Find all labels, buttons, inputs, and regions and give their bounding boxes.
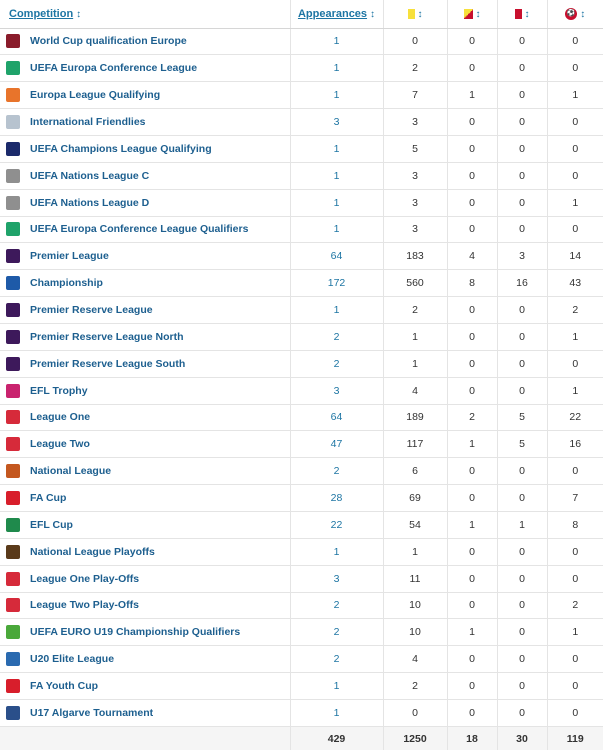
goals-cell: 2 bbox=[547, 592, 603, 619]
competition-name-link[interactable]: U17 Algarve Tournament bbox=[30, 706, 154, 719]
appearances-cell[interactable]: 64 bbox=[290, 243, 383, 270]
competition-logo-icon bbox=[6, 276, 20, 290]
red-cards-column-header[interactable] bbox=[497, 0, 547, 28]
goals-cell: 16 bbox=[547, 431, 603, 458]
goals-cell: 14 bbox=[547, 243, 603, 270]
table-row bbox=[0, 350, 603, 377]
competition-cell[interactable] bbox=[0, 216, 290, 243]
goals-column-header[interactable] bbox=[547, 0, 603, 28]
appearances-cell[interactable]: 1 bbox=[290, 673, 383, 700]
red-cards-cell: 0 bbox=[497, 699, 547, 726]
competition-logo-icon bbox=[6, 652, 20, 666]
goals-cell: 1 bbox=[547, 377, 603, 404]
appearances-cell[interactable]: 2 bbox=[290, 592, 383, 619]
competition-cell[interactable] bbox=[0, 82, 290, 109]
goals-cell: 0 bbox=[547, 458, 603, 485]
competition-cell[interactable] bbox=[0, 646, 290, 673]
table-row bbox=[0, 216, 603, 243]
competition-logo-icon bbox=[6, 88, 20, 102]
table-row bbox=[0, 646, 603, 673]
red-cards-cell: 0 bbox=[497, 55, 547, 82]
competition-logo-icon bbox=[6, 437, 20, 451]
competition-name-link[interactable]: Premier Reserve League North bbox=[30, 330, 184, 343]
second-yellow-cell: 0 bbox=[447, 350, 497, 377]
table-row bbox=[0, 538, 603, 565]
appearances-cell[interactable]: 1 bbox=[290, 297, 383, 324]
sort-icon[interactable]: ↕ bbox=[524, 8, 530, 20]
competition-logo-icon bbox=[6, 61, 20, 75]
competition-cell[interactable] bbox=[0, 565, 290, 592]
table-row bbox=[0, 673, 603, 700]
competition-name-link[interactable]: Premier Reserve League bbox=[30, 304, 153, 317]
competition-logo-icon bbox=[6, 464, 20, 478]
second-yellow-cell: 8 bbox=[447, 270, 497, 297]
yellow-cards-cell: 11 bbox=[383, 565, 447, 592]
yellow-cards-cell: 183 bbox=[383, 243, 447, 270]
second-yellow-cell: 0 bbox=[447, 565, 497, 592]
goals-cell: 0 bbox=[547, 565, 603, 592]
red-cards-cell: 0 bbox=[497, 458, 547, 485]
competition-logo-icon bbox=[6, 330, 20, 344]
yellow-cards-cell: 117 bbox=[383, 431, 447, 458]
yellow-cards-cell: 1 bbox=[383, 538, 447, 565]
yellow-cards-cell: 3 bbox=[383, 189, 447, 216]
competition-cell[interactable] bbox=[0, 243, 290, 270]
table-row bbox=[0, 243, 603, 270]
second-yellow-cell: 0 bbox=[447, 28, 497, 55]
red-cards-cell: 0 bbox=[497, 377, 547, 404]
competition-logo-icon bbox=[6, 706, 20, 720]
appearances-cell[interactable]: 1 bbox=[290, 538, 383, 565]
appearances-column-header[interactable] bbox=[290, 0, 383, 28]
yellow-cards-cell: 0 bbox=[383, 28, 447, 55]
competition-logo-icon bbox=[6, 115, 20, 129]
goals-cell: 0 bbox=[547, 135, 603, 162]
second-yellow-cell: 0 bbox=[447, 485, 497, 512]
competition-logo-icon bbox=[6, 572, 20, 586]
yellow-cards-cell: 2 bbox=[383, 673, 447, 700]
second-yellow-cell: 0 bbox=[447, 458, 497, 485]
red-cards-cell: 0 bbox=[497, 619, 547, 646]
red-cards-cell: 0 bbox=[497, 673, 547, 700]
appearances-cell[interactable]: 2 bbox=[290, 458, 383, 485]
competition-name-link[interactable]: UEFA Nations League D bbox=[30, 196, 150, 209]
goals-cell: 1 bbox=[547, 323, 603, 350]
table-row bbox=[0, 55, 603, 82]
goals-cell: 8 bbox=[547, 511, 603, 538]
competition-name-link[interactable]: League Two bbox=[30, 438, 90, 451]
total-second-yellow: 18 bbox=[447, 726, 497, 750]
table-row bbox=[0, 323, 603, 350]
second-yellow-cell: 0 bbox=[447, 592, 497, 619]
red-cards-cell: 0 bbox=[497, 646, 547, 673]
yellow-cards-cell: 5 bbox=[383, 135, 447, 162]
competition-logo-icon bbox=[6, 679, 20, 693]
sort-icon[interactable]: ↕ bbox=[370, 8, 376, 20]
red-cards-cell: 0 bbox=[497, 189, 547, 216]
goals-cell: 0 bbox=[547, 55, 603, 82]
yellow-cards-cell: 2 bbox=[383, 297, 447, 324]
table-row bbox=[0, 511, 603, 538]
second-yellow-column-header[interactable] bbox=[447, 0, 497, 28]
competition-logo-icon bbox=[6, 491, 20, 505]
red-cards-cell: 0 bbox=[497, 109, 547, 136]
appearances-cell[interactable]: 3 bbox=[290, 377, 383, 404]
second-yellow-cell: 0 bbox=[447, 55, 497, 82]
goals-cell: 0 bbox=[547, 646, 603, 673]
competition-cell[interactable] bbox=[0, 109, 290, 136]
yellow-cards-cell: 10 bbox=[383, 592, 447, 619]
competition-name-link[interactable]: FA Cup bbox=[30, 492, 67, 505]
goals-cell: 22 bbox=[547, 404, 603, 431]
red-cards-cell: 5 bbox=[497, 431, 547, 458]
red-cards-cell: 0 bbox=[497, 162, 547, 189]
table-row bbox=[0, 619, 603, 646]
competition-cell[interactable] bbox=[0, 619, 290, 646]
goals-cell: 1 bbox=[547, 82, 603, 109]
competition-cell[interactable] bbox=[0, 297, 290, 324]
competition-name-link[interactable]: EFL Cup bbox=[30, 518, 73, 531]
appearances-cell[interactable]: 3 bbox=[290, 565, 383, 592]
second-yellow-cell: 0 bbox=[447, 135, 497, 162]
competition-cell[interactable] bbox=[0, 55, 290, 82]
competition-logo-icon bbox=[6, 169, 20, 183]
appearances-cell[interactable]: 1 bbox=[290, 55, 383, 82]
yellow-cards-cell: 1 bbox=[383, 323, 447, 350]
appearances-cell[interactable]: 22 bbox=[290, 511, 383, 538]
red-cards-cell: 0 bbox=[497, 135, 547, 162]
competition-logo-icon bbox=[6, 598, 20, 612]
appearances-cell[interactable]: 1 bbox=[290, 135, 383, 162]
appearances-cell[interactable]: 1 bbox=[290, 162, 383, 189]
goals-cell: 0 bbox=[547, 162, 603, 189]
red-cards-cell: 1 bbox=[497, 511, 547, 538]
appearances-cell[interactable]: 1 bbox=[290, 699, 383, 726]
competition-cell[interactable] bbox=[0, 431, 290, 458]
competition-cell[interactable] bbox=[0, 511, 290, 538]
competition-logo-icon bbox=[6, 625, 20, 639]
table-row bbox=[0, 458, 603, 485]
yellow-cards-cell: 4 bbox=[383, 377, 447, 404]
appearances-cell[interactable]: 1 bbox=[290, 82, 383, 109]
yellow-cards-cell: 54 bbox=[383, 511, 447, 538]
second-yellow-cell: 1 bbox=[447, 511, 497, 538]
competition-name-link[interactable]: EFL Trophy bbox=[30, 384, 88, 397]
table-row bbox=[0, 297, 603, 324]
red-card-icon bbox=[515, 9, 522, 19]
goal-icon: ⚽ bbox=[565, 8, 577, 20]
table-header-row bbox=[0, 0, 603, 28]
yellow-cards-cell: 0 bbox=[383, 699, 447, 726]
total-yellow-cards: 1250 bbox=[383, 726, 447, 750]
second-yellow-cell: 0 bbox=[447, 297, 497, 324]
competition-cell[interactable] bbox=[0, 673, 290, 700]
red-cards-cell: 0 bbox=[497, 350, 547, 377]
competition-cell[interactable] bbox=[0, 135, 290, 162]
table-row bbox=[0, 592, 603, 619]
goals-cell: 43 bbox=[547, 270, 603, 297]
competition-name-link[interactable]: FA Youth Cup bbox=[30, 680, 99, 693]
appearances-cell[interactable]: 1 bbox=[290, 28, 383, 55]
goals-cell: 2 bbox=[547, 297, 603, 324]
competition-name-link[interactable]: League One Play-Offs bbox=[30, 572, 140, 585]
second-yellow-card-icon bbox=[464, 9, 473, 19]
yellow-cards-cell: 7 bbox=[383, 82, 447, 109]
competition-cell[interactable] bbox=[0, 377, 290, 404]
yellow-cards-cell: 6 bbox=[383, 458, 447, 485]
competition-logo-icon bbox=[6, 410, 20, 424]
yellow-card-icon bbox=[408, 9, 415, 19]
red-cards-cell: 16 bbox=[497, 270, 547, 297]
red-cards-cell: 0 bbox=[497, 485, 547, 512]
red-cards-cell: 0 bbox=[497, 28, 547, 55]
totals-row bbox=[0, 726, 603, 750]
appearances-cell[interactable]: 1 bbox=[290, 189, 383, 216]
appearances-cell[interactable]: 1 bbox=[290, 216, 383, 243]
competition-logo-icon bbox=[6, 34, 20, 48]
competition-logo-icon bbox=[6, 303, 20, 317]
second-yellow-cell: 1 bbox=[447, 431, 497, 458]
red-cards-cell: 5 bbox=[497, 404, 547, 431]
table-row bbox=[0, 699, 603, 726]
competition-name-link[interactable]: UEFA EURO U19 Championship Qualifiers bbox=[30, 626, 241, 639]
red-cards-cell: 0 bbox=[497, 216, 547, 243]
appearances-header-label[interactable]: Appearances bbox=[297, 7, 368, 20]
sort-icon[interactable]: ↕ bbox=[417, 8, 423, 20]
competition-cell[interactable] bbox=[0, 350, 290, 377]
competition-cell[interactable] bbox=[0, 404, 290, 431]
appearances-cell[interactable]: 64 bbox=[290, 404, 383, 431]
sort-icon[interactable]: ↕ bbox=[475, 8, 481, 20]
table-row bbox=[0, 135, 603, 162]
appearances-cell[interactable]: 28 bbox=[290, 485, 383, 512]
competition-name-link[interactable]: Premier League bbox=[30, 250, 109, 263]
goals-cell: 0 bbox=[547, 216, 603, 243]
table-row bbox=[0, 162, 603, 189]
yellow-cards-cell: 1 bbox=[383, 350, 447, 377]
table-row bbox=[0, 404, 603, 431]
goals-cell: 7 bbox=[547, 485, 603, 512]
appearances-cell[interactable]: 2 bbox=[290, 646, 383, 673]
sort-icon[interactable]: ↕ bbox=[580, 8, 586, 20]
competition-cell[interactable] bbox=[0, 538, 290, 565]
yellow-cards-cell: 560 bbox=[383, 270, 447, 297]
appearances-cell[interactable]: 2 bbox=[290, 350, 383, 377]
competition-name-link[interactable]: UEFA Europa Conference League bbox=[30, 62, 198, 75]
competition-cell[interactable] bbox=[0, 592, 290, 619]
competition-name-link[interactable]: League Two Play-Offs bbox=[30, 599, 139, 612]
total-appearances: 429 bbox=[290, 726, 383, 750]
yellow-cards-cell: 10 bbox=[383, 619, 447, 646]
competition-name-link[interactable]: Championship bbox=[30, 277, 103, 290]
second-yellow-cell: 0 bbox=[447, 699, 497, 726]
competition-logo-icon bbox=[6, 518, 20, 532]
yellow-cards-cell: 3 bbox=[383, 109, 447, 136]
competition-name-link[interactable]: National League Playoffs bbox=[30, 545, 155, 558]
table-row bbox=[0, 82, 603, 109]
competition-cell[interactable] bbox=[0, 189, 290, 216]
goals-cell: 0 bbox=[547, 538, 603, 565]
total-goals: 119 bbox=[547, 726, 603, 750]
competition-name-link[interactable]: U20 Elite League bbox=[30, 653, 115, 666]
competition-name-link[interactable]: Premier Reserve League South bbox=[30, 357, 186, 370]
second-yellow-cell: 4 bbox=[447, 243, 497, 270]
yellow-cards-cell: 4 bbox=[383, 646, 447, 673]
second-yellow-cell: 0 bbox=[447, 538, 497, 565]
competition-name-link[interactable]: Europa League Qualifying bbox=[30, 89, 161, 102]
table-row bbox=[0, 485, 603, 512]
yellow-cards-cell: 189 bbox=[383, 404, 447, 431]
second-yellow-cell: 0 bbox=[447, 323, 497, 350]
competition-header-label[interactable]: Competition bbox=[9, 7, 74, 20]
table-row bbox=[0, 28, 603, 55]
table-row bbox=[0, 270, 603, 297]
competition-name-link[interactable]: World Cup qualification Europe bbox=[30, 35, 187, 48]
second-yellow-cell: 0 bbox=[447, 189, 497, 216]
second-yellow-cell: 0 bbox=[447, 646, 497, 673]
red-cards-cell: 0 bbox=[497, 323, 547, 350]
competition-name-link[interactable]: UEFA Nations League C bbox=[30, 169, 150, 182]
yellow-cards-cell: 3 bbox=[383, 162, 447, 189]
goals-cell: 0 bbox=[547, 350, 603, 377]
competition-cell[interactable] bbox=[0, 485, 290, 512]
table-row bbox=[0, 565, 603, 592]
competition-logo-icon bbox=[6, 249, 20, 263]
red-cards-cell: 0 bbox=[497, 592, 547, 619]
goals-cell: 0 bbox=[547, 28, 603, 55]
competition-cell[interactable] bbox=[0, 162, 290, 189]
yellow-cards-cell: 2 bbox=[383, 55, 447, 82]
competition-cell[interactable] bbox=[0, 28, 290, 55]
second-yellow-cell: 1 bbox=[447, 619, 497, 646]
goals-cell: 1 bbox=[547, 189, 603, 216]
competition-name-link[interactable]: League One bbox=[30, 411, 91, 424]
yellow-cards-cell: 69 bbox=[383, 485, 447, 512]
second-yellow-cell: 0 bbox=[447, 162, 497, 189]
competition-logo-icon bbox=[6, 357, 20, 371]
second-yellow-cell: 0 bbox=[447, 673, 497, 700]
second-yellow-cell: 0 bbox=[447, 109, 497, 136]
table-row bbox=[0, 189, 603, 216]
competition-name-link[interactable]: UEFA Europa Conference League Qualifiers bbox=[30, 223, 249, 236]
table-row bbox=[0, 431, 603, 458]
goals-cell: 0 bbox=[547, 699, 603, 726]
table-row bbox=[0, 109, 603, 136]
competition-cell[interactable] bbox=[0, 270, 290, 297]
second-yellow-cell: 0 bbox=[447, 216, 497, 243]
competition-cell[interactable] bbox=[0, 323, 290, 350]
appearances-cell[interactable]: 2 bbox=[290, 323, 383, 350]
appearances-cell[interactable]: 2 bbox=[290, 619, 383, 646]
table-row bbox=[0, 377, 603, 404]
goals-cell: 0 bbox=[547, 673, 603, 700]
competition-column-header[interactable] bbox=[0, 0, 290, 28]
competition-logo-icon bbox=[6, 142, 20, 156]
total-red-cards: 30 bbox=[497, 726, 547, 750]
goals-cell: 1 bbox=[547, 619, 603, 646]
second-yellow-cell: 0 bbox=[447, 377, 497, 404]
appearances-cell[interactable]: 3 bbox=[290, 109, 383, 136]
appearances-cell[interactable]: 47 bbox=[290, 431, 383, 458]
sort-icon[interactable]: ↕ bbox=[76, 8, 82, 20]
appearances-cell[interactable]: 172 bbox=[290, 270, 383, 297]
yellow-cards-cell: 3 bbox=[383, 216, 447, 243]
red-cards-cell: 0 bbox=[497, 565, 547, 592]
red-cards-cell: 0 bbox=[497, 538, 547, 565]
competition-cell[interactable] bbox=[0, 699, 290, 726]
competition-name-link[interactable]: National League bbox=[30, 465, 112, 478]
red-cards-cell: 3 bbox=[497, 243, 547, 270]
yellow-cards-column-header[interactable] bbox=[383, 0, 447, 28]
competition-cell[interactable] bbox=[0, 458, 290, 485]
competition-name-link[interactable]: UEFA Champions League Qualifying bbox=[30, 142, 212, 155]
competition-logo-icon bbox=[6, 222, 20, 236]
competition-logo-icon bbox=[6, 384, 20, 398]
competition-logo-icon bbox=[6, 196, 20, 210]
red-cards-cell: 0 bbox=[497, 82, 547, 109]
goals-cell: 0 bbox=[547, 109, 603, 136]
totals-label-cell bbox=[0, 726, 290, 750]
red-cards-cell: 0 bbox=[497, 297, 547, 324]
second-yellow-cell: 2 bbox=[447, 404, 497, 431]
competition-logo-icon bbox=[6, 545, 20, 559]
second-yellow-cell: 1 bbox=[447, 82, 497, 109]
competition-name-link[interactable]: International Friendlies bbox=[30, 116, 146, 128]
